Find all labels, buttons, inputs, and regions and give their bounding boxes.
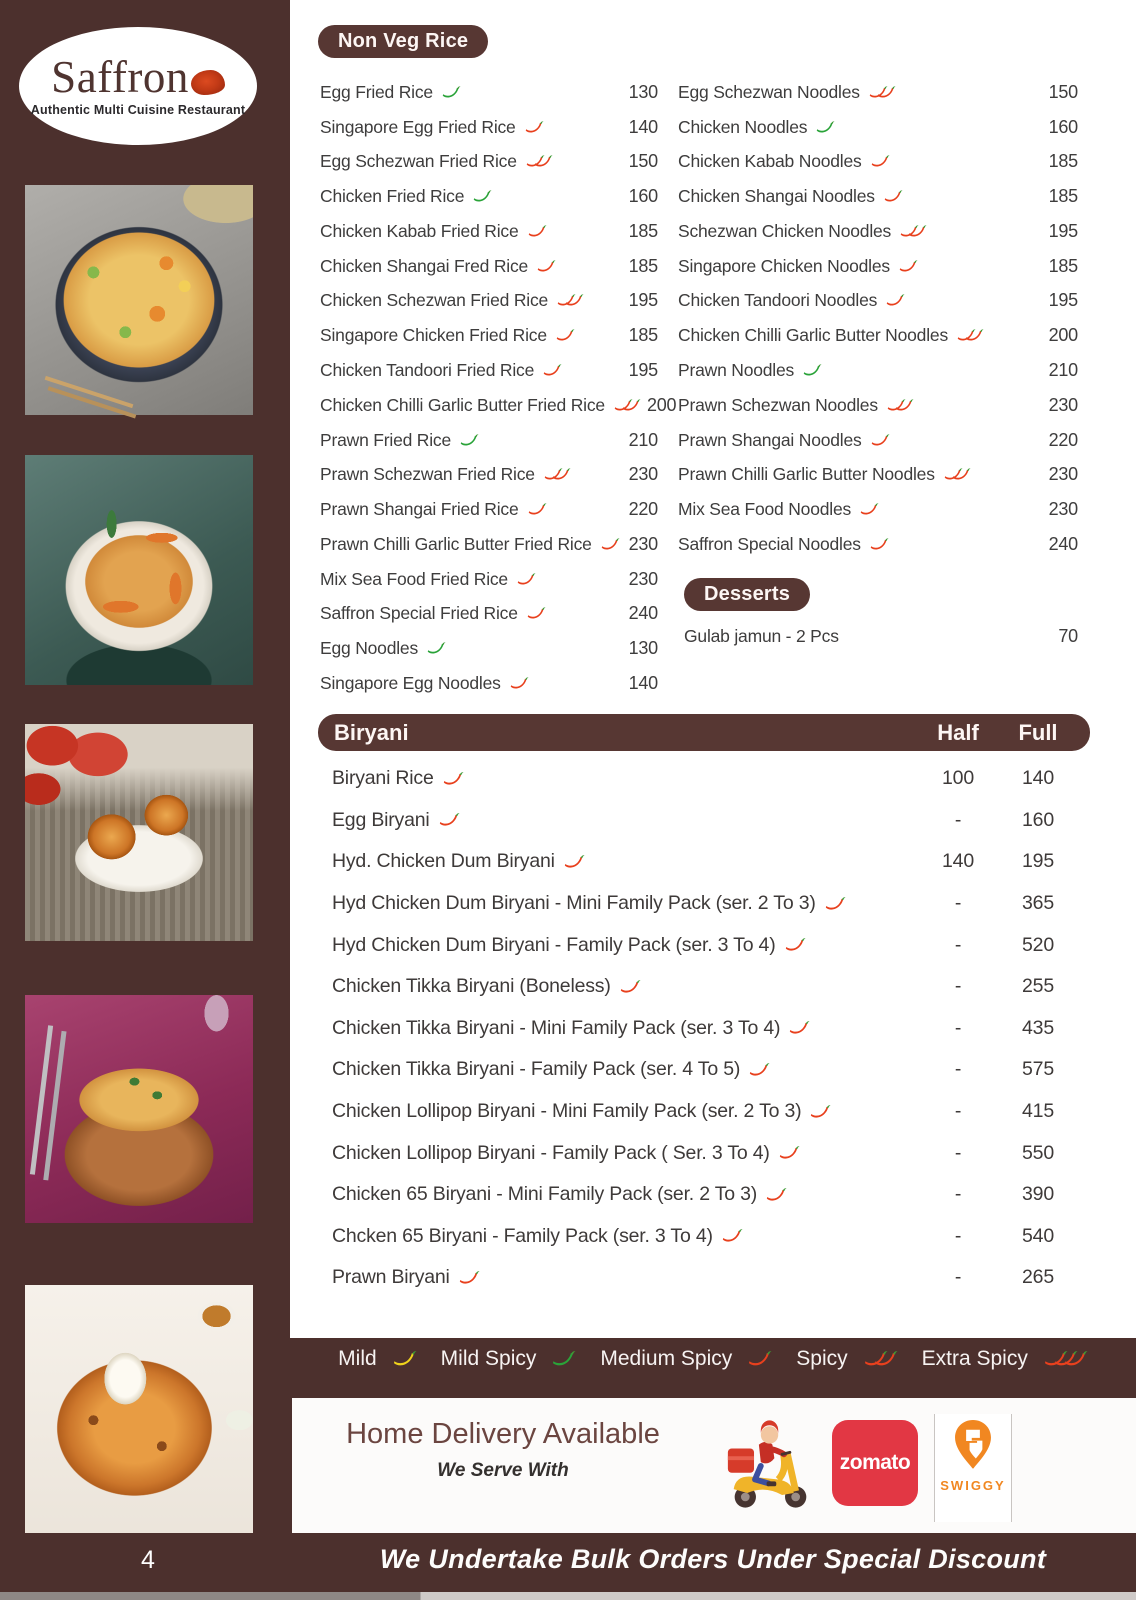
- menu-item-price: 240: [628, 603, 658, 624]
- spice-level-red1: [620, 980, 641, 994]
- menu-item-row: [320, 75, 658, 110]
- menu-item-row: [320, 457, 658, 492]
- menu-item-name: Saffron Special Fried Rice: [320, 603, 518, 624]
- menu-item-price-full: 255: [1022, 975, 1054, 998]
- menu-item-row: [320, 249, 658, 284]
- menu-item-row: [678, 353, 1078, 388]
- biryani-item-row: [318, 1216, 1090, 1258]
- menu-item-price: 195: [628, 360, 658, 380]
- spice-level-yellow1: [393, 1351, 417, 1367]
- chili-icon: [543, 364, 562, 377]
- menu-item-price: 70: [1058, 625, 1078, 646]
- spice-level-red1: [556, 329, 575, 342]
- spice-level-red2: [544, 468, 571, 481]
- legend-label: Extra Spicy: [921, 1346, 1028, 1370]
- menu-item-price-half: 100: [942, 767, 974, 790]
- page-edge: [0, 1592, 1136, 1600]
- photo-biryani-handi: [25, 995, 253, 1223]
- chili-icon: [748, 1351, 772, 1367]
- menu-item-price-half: -: [954, 1141, 962, 1164]
- menu-item-price: 220: [1048, 429, 1078, 450]
- chili-icon: [895, 399, 914, 412]
- chili-icon: [722, 1229, 743, 1243]
- biryani-item-row: [318, 758, 1090, 800]
- menu-item-row: [320, 527, 658, 562]
- logo-row: [51, 52, 225, 102]
- spice-level-red2: [900, 225, 927, 238]
- menu-item-name: Chicken Tikka Biryani - Family Pack (ser. 4 To 5): [332, 1058, 741, 1081]
- spice-level-red1: [510, 677, 529, 690]
- menu-item-name: Prawn Biryani: [332, 1266, 450, 1289]
- menu-item-name: Singapore Egg Fried Rice: [320, 116, 516, 137]
- biryani-item-row: [318, 883, 1090, 925]
- chili-icon: [952, 468, 971, 481]
- chili-icon: [622, 399, 641, 412]
- menu-item-price: 230: [1048, 394, 1078, 415]
- spice-level-red1: [871, 434, 890, 447]
- menu-item-name: Mix Sea Food Fried Rice: [320, 568, 508, 589]
- menu-item-name: Hyd. Chicken Dum Biryani: [332, 850, 555, 873]
- menu-item-name: Prawn Schezwan Fried Rice: [320, 464, 535, 485]
- menu-item-price-half: -: [954, 1183, 962, 1206]
- menu-panel: [290, 0, 1136, 1338]
- menu-item-name: Mix Sea Food Noodles: [678, 499, 852, 520]
- chili-icon: [534, 155, 553, 168]
- spice-level-red1: [899, 260, 918, 273]
- menu-item-price-half: 140: [942, 850, 974, 873]
- menu-item-price: 130: [628, 81, 658, 102]
- spice-level-green1: [552, 1351, 576, 1367]
- logo-text: Saffron: [51, 52, 189, 102]
- legend-label: Spicy: [796, 1346, 848, 1370]
- chili-icon: [564, 855, 585, 869]
- menu-item-row: [678, 492, 1078, 527]
- chili-icon: [816, 121, 835, 134]
- spice-level-red1: [789, 1021, 810, 1035]
- menu-item-name: Chcken 65 Biryani - Family Pack (ser. 3 To 4): [332, 1224, 713, 1247]
- menu-item-row: [320, 284, 658, 319]
- menu-item-row: [320, 353, 658, 388]
- chili-icon: [517, 573, 536, 586]
- menu-item-price: 140: [628, 672, 658, 693]
- zomato-logo: [832, 1420, 918, 1506]
- biryani-item-row: [318, 1132, 1090, 1174]
- menu-item-price-half: -: [954, 1266, 962, 1289]
- menu-item-name: Chicken Tikka Biryani - Mini Family Pack (ser. 3 To 4): [332, 1016, 781, 1039]
- spice-level-red1: [543, 364, 562, 377]
- menu-item-price-full: 265: [1022, 1266, 1054, 1289]
- menu-item-name: Chicken Chilli Garlic Butter Fried Rice: [320, 394, 605, 415]
- menu-item-name: Singapore Chicken Noodles: [678, 255, 890, 276]
- menu-item-price: 150: [628, 151, 658, 172]
- menu-item-name: Hyd Chicken Dum Biryani - Family Pack (ser. 3 To 4): [332, 933, 776, 956]
- menu-item-price: 230: [628, 568, 658, 589]
- chili-icon: [460, 434, 479, 447]
- spice-level-red1: [528, 503, 547, 516]
- menu-item-price-half: -: [954, 975, 962, 998]
- menu-item-row: [320, 214, 658, 249]
- spice-level-red1: [870, 538, 889, 551]
- photo-gulab-jamun: [25, 724, 253, 941]
- chili-icon: [785, 938, 806, 952]
- chili-icon: [427, 642, 446, 655]
- menu-item-price-full: 435: [1022, 1016, 1054, 1039]
- menu-item-price: 230: [1048, 499, 1078, 520]
- chili-icon: [556, 329, 575, 342]
- menu-item-price-full: 550: [1022, 1141, 1054, 1164]
- chili-icon: [779, 1146, 800, 1160]
- menu-item-row: [678, 388, 1078, 423]
- menu-item-price: 150: [1048, 81, 1078, 102]
- menu-item-name: Biryani Rice: [332, 767, 434, 790]
- menu-item-row: [678, 318, 1078, 353]
- spice-level-red2: [864, 1351, 898, 1367]
- menu-item-name: Chicken Noodles: [678, 116, 808, 137]
- spice-level-red1: [537, 260, 556, 273]
- chili-icon: [552, 468, 571, 481]
- spice-level-red2: [526, 155, 553, 168]
- spice-level-green1: [803, 364, 822, 377]
- chili-icon: [528, 225, 547, 238]
- chili-icon: [766, 1188, 787, 1202]
- photo-biryani-egg: [25, 1285, 253, 1545]
- spice-level-red1: [766, 1188, 787, 1202]
- chili-icon: [899, 260, 918, 273]
- menu-item-name: Chicken Chilli Garlic Butter Noodles: [678, 325, 948, 346]
- menu-item-name: Egg Biryani: [332, 808, 430, 831]
- biryani-item-row: [318, 800, 1090, 842]
- biryani-item-row: [318, 1174, 1090, 1216]
- menu-item-row: [320, 145, 658, 180]
- swiggy-logo: [934, 1414, 1012, 1522]
- spice-level-red1: [871, 155, 890, 168]
- menu-item-name: Chicken Lollipop Biryani - Family Pack ( Ser. 3 To 4): [332, 1141, 770, 1164]
- menu-item-name: Egg Fried Rice: [320, 81, 433, 102]
- menu-item-price: 140: [628, 116, 658, 137]
- menu-item-name: Egg Schezwan Noodles: [678, 81, 860, 102]
- menu-item-price-full: 195: [1022, 850, 1054, 873]
- menu-item-price: 160: [628, 186, 658, 207]
- biryani-item-row: [318, 1091, 1090, 1133]
- spice-level-red1: [517, 573, 536, 586]
- biryani-title: Biryani: [334, 719, 409, 745]
- biryani-header: [318, 714, 1090, 751]
- chili-icon: [871, 434, 890, 447]
- menu-item-name: Prawn Schezwan Noodles: [678, 394, 878, 415]
- menu-item-price: 160: [1048, 116, 1078, 137]
- legend-item: [600, 1347, 772, 1371]
- menu-item-row: [320, 318, 658, 353]
- spice-level-red2: [557, 294, 584, 307]
- menu-item-price: 185: [628, 325, 658, 346]
- spice-level-red1: [564, 855, 585, 869]
- swiggy-wordmark: SWIGGY: [940, 1478, 1006, 1493]
- menu-item-price: 195: [628, 290, 658, 311]
- menu-item-price: 230: [628, 464, 658, 485]
- chili-icon: [527, 607, 546, 620]
- legend-label: Medium Spicy: [600, 1346, 733, 1370]
- menu-item-row: [678, 249, 1078, 284]
- delivery-scooter-icon: [724, 1412, 816, 1516]
- legend-item: [922, 1347, 1088, 1371]
- menu-item-row: [320, 179, 658, 214]
- biryani-item-row: [318, 841, 1090, 883]
- chili-icon: [870, 538, 889, 551]
- chili-icon: [393, 1351, 417, 1367]
- menu-item-price: 185: [628, 255, 658, 276]
- menu-item-name: Chicken Schezwan Fried Rice: [320, 290, 549, 311]
- spice-level-red2: [869, 86, 896, 99]
- restaurant-logo: [19, 27, 257, 145]
- spice-level-red1: [884, 190, 903, 203]
- page-number: 4: [141, 1546, 155, 1574]
- spice-level-red1: [439, 813, 460, 827]
- chili-icon: [789, 1021, 810, 1035]
- spice-level-red2: [887, 399, 914, 412]
- menu-item-row: [320, 562, 658, 597]
- chili-icon: [601, 538, 620, 551]
- chili-icon: [825, 897, 846, 911]
- spice-level-red1: [443, 772, 464, 786]
- menu-item-price: 210: [1048, 360, 1078, 380]
- menu-item-name: Egg Schezwan Fried Rice: [320, 151, 517, 172]
- swiggy-pin-icon: [954, 1420, 992, 1470]
- menu-item-price: 195: [1048, 290, 1078, 311]
- spice-level-red1: [749, 1063, 770, 1077]
- chili-icon: [1064, 1351, 1088, 1367]
- chili-icon: [810, 1105, 831, 1119]
- biryani-item-row: [318, 1008, 1090, 1050]
- section-title-non-veg-rice: Non Veg Rice: [318, 25, 488, 58]
- menu-item-price-full: 540: [1022, 1224, 1054, 1247]
- menu-item-name: Singapore Egg Noodles: [320, 672, 501, 693]
- chili-icon: [884, 190, 903, 203]
- spice-legend: [290, 1338, 1136, 1379]
- legend-item: [441, 1347, 577, 1371]
- menu-item-price-full: 390: [1022, 1183, 1054, 1206]
- spice-level-red2: [614, 399, 641, 412]
- menu-item-name: Chicken Shangai Fred Rice: [320, 255, 529, 276]
- chili-icon: [528, 503, 547, 516]
- chili-icon: [525, 121, 544, 134]
- menu-item-name: Hyd Chicken Dum Biryani - Mini Family Pack (ser. 2 To 3): [332, 892, 816, 915]
- menu-item-row: [684, 620, 1078, 652]
- logo-tagline: Authentic Multi Cuisine Restaurant: [30, 103, 246, 117]
- chili-icon: [537, 260, 556, 273]
- chili-icon: [908, 225, 927, 238]
- chili-icon: [620, 980, 641, 994]
- menu-item-row: [678, 457, 1078, 492]
- chili-icon: [871, 155, 890, 168]
- spice-level-red1: [601, 538, 620, 551]
- menu-item-name: Chicken Tandoori Noodles: [678, 290, 878, 311]
- home-delivery-heading: Home Delivery Available: [346, 1418, 660, 1450]
- saffron-spice-icon: [191, 70, 225, 95]
- biryani-col-half: Half: [937, 719, 979, 745]
- spice-level-green1: [460, 434, 479, 447]
- biryani-item-row: [318, 1049, 1090, 1091]
- menu-item-price-full: 160: [1022, 808, 1054, 831]
- menu-item-price: 185: [1048, 186, 1078, 207]
- non-veg-rice-column-1: [320, 75, 677, 701]
- menu-item-name: Saffron Special Noodles: [678, 533, 861, 554]
- chili-icon: [803, 364, 822, 377]
- menu-item-price-half: -: [954, 933, 962, 956]
- chili-icon: [442, 86, 461, 99]
- spice-level-green1: [473, 190, 492, 203]
- chili-icon: [965, 329, 984, 342]
- menu-item-row: [678, 179, 1078, 214]
- menu-item-price-half: -: [954, 1058, 962, 1081]
- menu-item-price-full: 415: [1022, 1100, 1054, 1123]
- chili-icon: [510, 677, 529, 690]
- menu-item-row: [320, 423, 658, 458]
- menu-item-price: 210: [628, 429, 658, 450]
- chili-icon: [886, 294, 905, 307]
- photo-chicken-fried-rice: [25, 185, 253, 415]
- menu-item-price: 230: [1048, 464, 1078, 485]
- menu-item-price: 195: [1048, 220, 1078, 241]
- spice-level-red3: [1044, 1351, 1088, 1367]
- chili-icon: [473, 190, 492, 203]
- chili-icon: [877, 86, 896, 99]
- menu-item-price-full: 520: [1022, 933, 1054, 956]
- spice-level-red1: [722, 1229, 743, 1243]
- spice-level-red1: [785, 938, 806, 952]
- menu-item-row: [678, 145, 1078, 180]
- menu-item-price-half: -: [954, 1100, 962, 1123]
- spice-level-red1: [459, 1271, 480, 1285]
- menu-item-price: 200: [646, 394, 677, 415]
- spice-level-red1: [527, 607, 546, 620]
- chili-icon: [443, 772, 464, 786]
- chili-icon: [459, 1271, 480, 1285]
- menu-item-name: Prawn Fried Rice: [320, 429, 452, 450]
- menu-item-price-full: 365: [1022, 892, 1054, 915]
- menu-item-name: Prawn Chilli Garlic Butter Noodles: [678, 464, 935, 485]
- menu-item-price-half: -: [954, 808, 962, 831]
- menu-item-row: [320, 596, 658, 631]
- spice-level-red1: [779, 1146, 800, 1160]
- chili-icon: [749, 1063, 770, 1077]
- menu-item-price: 240: [1048, 533, 1078, 554]
- chili-icon: [860, 503, 879, 516]
- menu-item-price-full: 575: [1022, 1058, 1054, 1081]
- spice-level-red1: [825, 897, 846, 911]
- non-veg-rice-column-2: [678, 75, 1078, 562]
- menu-item-name: Chicken 65 Biryani - Mini Family Pack (ser. 2 To 3): [332, 1183, 758, 1206]
- spice-level-green1: [427, 642, 446, 655]
- menu-item-row: [320, 666, 658, 701]
- menu-item-name: Chicken Lollipop Biryani - Mini Family Pack (ser. 2 To 3): [332, 1100, 802, 1123]
- spice-level-green1: [442, 86, 461, 99]
- spice-level-red1: [810, 1105, 831, 1119]
- menu-item-name: Singapore Chicken Fried Rice: [320, 325, 547, 346]
- menu-item-name: Schezwan Chicken Noodles: [678, 220, 892, 241]
- legend-label: Mild Spicy: [440, 1346, 537, 1370]
- chili-icon: [874, 1351, 898, 1367]
- menu-item-price-half: -: [954, 892, 962, 915]
- menu-item-name: Prawn Shangai Noodles: [678, 429, 862, 450]
- biryani-item-row: [318, 966, 1090, 1008]
- menu-item-price: 185: [1048, 255, 1078, 276]
- spice-level-red2: [957, 329, 984, 342]
- spice-level-red1: [886, 294, 905, 307]
- menu-item-name: Chicken Shangai Noodles: [678, 186, 875, 207]
- menu-item-price: 185: [1048, 151, 1078, 172]
- menu-item-name: Egg Noodles: [320, 638, 419, 659]
- menu-item-row: [320, 110, 658, 145]
- footer-bar: [0, 1533, 1136, 1592]
- we-serve-with-label: We Serve With: [437, 1460, 569, 1481]
- menu-item-name: Prawn Chilli Garlic Butter Fried Rice: [320, 533, 592, 554]
- menu-item-row: [678, 110, 1078, 145]
- spice-level-red1: [860, 503, 879, 516]
- zomato-wordmark: zomato: [839, 1451, 911, 1474]
- menu-item-name: Chicken Kabab Noodles: [678, 151, 862, 172]
- legend-label: Mild: [338, 1346, 377, 1370]
- menu-item-name: Chicken Kabab Fried Rice: [320, 220, 519, 241]
- menu-item-row: [678, 75, 1078, 110]
- menu-item-price-half: -: [954, 1016, 962, 1039]
- section-title-desserts: Desserts: [684, 578, 810, 611]
- desserts-list: [684, 620, 1078, 652]
- menu-item-row: [320, 492, 658, 527]
- menu-item-name: Prawn Noodles: [678, 360, 795, 380]
- menu-item-price: 200: [1048, 325, 1078, 346]
- chili-icon: [565, 294, 584, 307]
- biryani-list: [318, 758, 1090, 1299]
- legend-item: [338, 1347, 417, 1371]
- menu-item-row: [678, 284, 1078, 319]
- spice-level-red1: [525, 121, 544, 134]
- spice-level-red1: [528, 225, 547, 238]
- menu-item-row: [678, 527, 1078, 562]
- menu-item-name: Prawn Shangai Fried Rice: [320, 499, 519, 520]
- biryani-item-row: [318, 924, 1090, 966]
- menu-item-row: [678, 423, 1078, 458]
- menu-item-name: Gulab jamun - 2 Pcs: [684, 625, 839, 646]
- menu-item-name: Chicken Tikka Biryani (Boneless): [332, 975, 611, 998]
- spice-level-red1: [748, 1351, 772, 1367]
- delivery-panel: [292, 1398, 1136, 1533]
- biryani-item-row: [318, 1257, 1090, 1299]
- menu-item-price: 130: [628, 638, 658, 659]
- bulk-orders-note: We Undertake Bulk Orders Under Special Discount: [379, 1544, 1047, 1574]
- biryani-col-full: Full: [1018, 719, 1058, 745]
- menu-item-name: Chicken Tandoori Fried Rice: [320, 360, 535, 380]
- menu-item-row: [320, 388, 677, 423]
- spice-level-green1: [816, 121, 835, 134]
- menu-item-price-full: 140: [1022, 767, 1054, 790]
- menu-item-row: [678, 214, 1078, 249]
- menu-item-price: 185: [628, 220, 658, 241]
- menu-item-price: 220: [628, 499, 658, 520]
- menu-item-price-half: -: [954, 1224, 962, 1247]
- chili-icon: [439, 813, 460, 827]
- menu-item-name: Chicken Fried Rice: [320, 186, 465, 207]
- menu-item-row: [320, 631, 658, 666]
- photo-noodles: [25, 455, 253, 685]
- spice-level-red2: [944, 468, 971, 481]
- legend-item: [796, 1347, 897, 1371]
- chili-icon: [552, 1351, 576, 1367]
- menu-item-price: 230: [628, 533, 658, 554]
